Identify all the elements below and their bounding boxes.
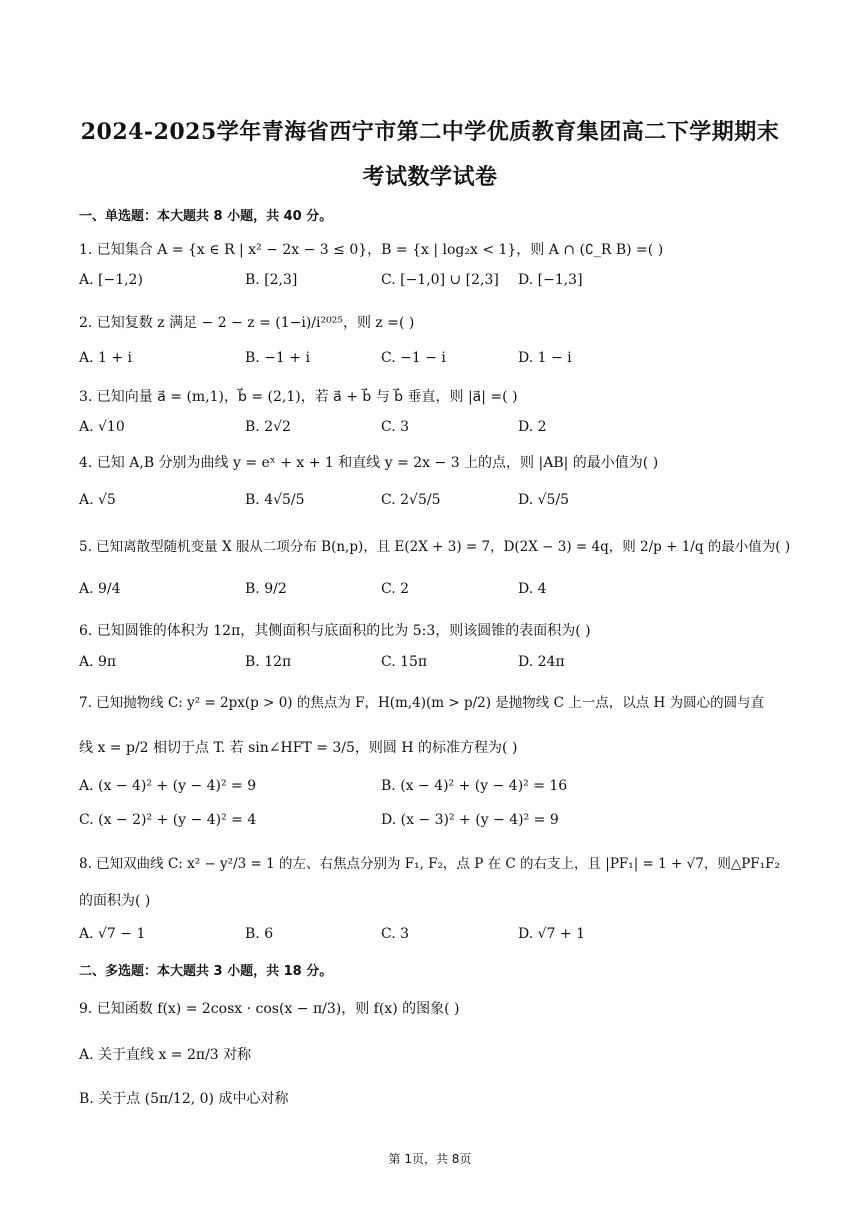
q6-option-a: A. 9π (79, 654, 117, 670)
question-3-text: 3. 已知向量 a⃗ = (m,1)，b⃗ = (2,1)，若 a⃗ + b⃗ 与 b⃗ 垂直，则 |a⃗| =( ) (79, 389, 518, 405)
question-5-text: 5. 已知离散型随机变量 X 服从二项分布 B(n,p)，且 E(2X + 3) = 7，D(2X − 3) = 4q，则 2/p + 1/q 的最小值为( ) (79, 539, 791, 555)
q4-option-c: C. 2√5/5 (381, 492, 441, 508)
q5-option-c: C. 2 (381, 581, 410, 597)
section-heading-single-choice: 一、单选题：本大题共 8 小题，共 40 分。 (79, 209, 333, 224)
q4-option-a: A. √5 (79, 492, 116, 508)
q5-option-b: B. 9/2 (245, 581, 287, 597)
q7-option-d: D. (x − 3)² + (y − 4)² = 9 (381, 812, 559, 828)
q9-option-a: A. 关于直线 x = 2π/3 对称 (79, 1047, 252, 1063)
question-7-text-continued: 线 x = p/2 相切于点 T. 若 sin∠HFT = 3/5，则圆 H 的标准方程为( ) (79, 740, 518, 756)
q2-option-d: D. 1 − i (518, 350, 572, 366)
q7-option-c: C. (x − 2)² + (y − 4)² = 4 (79, 812, 257, 828)
q2-option-c: C. −1 − i (381, 350, 446, 366)
q1-option-d: D. [−1,3] (518, 272, 583, 288)
q7-option-b: B. (x − 4)² + (y − 4)² = 16 (381, 778, 568, 794)
q8-option-b: B. 6 (245, 926, 274, 942)
question-9-text: 9. 已知函数 f(x) = 2cosx · cos(x − π/3)，则 f(x) 的图象( ) (79, 1001, 460, 1017)
q5-option-d: D. 4 (518, 581, 547, 597)
question-6-text: 6. 已知圆锥的体积为 12π，其侧面积与底面积的比为 5:3，则该圆锥的表面积为( ) (79, 623, 591, 639)
q6-option-b: B. 12π (245, 654, 292, 670)
q2-option-b: B. −1 + i (245, 350, 310, 366)
q3-option-d: D. 2 (518, 419, 547, 435)
q5-option-a: A. 9/4 (79, 581, 121, 597)
q8-option-a: A. √7 − 1 (79, 926, 146, 942)
q4-option-b: B. 4√5/5 (245, 492, 305, 508)
q8-option-c: C. 3 (381, 926, 410, 942)
question-4-text: 4. 已知 A,B 分别为曲线 y = eˣ + x + 1 和直线 y = 2x − 3 上的点，则 |AB| 的最小值为( ) (79, 455, 659, 471)
q6-option-c: C. 15π (381, 654, 428, 670)
exam-title-line1: 2024-2025学年青海省西宁市第二中学优质教育集团高二下学期期末 (80, 119, 780, 145)
q6-option-d: D. 24π (518, 654, 565, 670)
q8-option-d: D. √7 + 1 (518, 926, 585, 942)
question-7-text: 7. 已知抛物线 C: y² = 2px(p > 0) 的焦点为 F，H(m,4)(m > p/2) 是抛物线 C 上一点，以点 H 为圆心的圆与直 (79, 695, 765, 711)
question-2-text: 2. 已知复数 z 满足 − 2 − z = (1−i)/i²⁰²⁵，则 z =( ) (79, 315, 415, 331)
q4-option-d: D. √5/5 (518, 492, 570, 508)
q1-option-a: A. [−1,2) (79, 272, 143, 288)
question-8-text: 8. 已知双曲线 C: x² − y²/3 = 1 的左、右焦点分别为 F₁, F₂，点 P 在 C 的右支上，且 |PF₁| = 1 + √7，则△PF₁F₂ (79, 856, 780, 872)
q2-option-a: A. 1 + i (79, 350, 133, 366)
q1-option-c: C. [−1,0] ∪ [2,3] (381, 272, 499, 288)
q7-option-a: A. (x − 4)² + (y − 4)² = 9 (79, 778, 257, 794)
exam-title-line2: 考试数学试卷 (362, 164, 498, 190)
q3-option-c: C. 3 (381, 419, 410, 435)
page-footer: 第 1页，共 8页 (388, 1152, 472, 1166)
question-8-text-continued: 的面积为( ) (79, 893, 151, 909)
q3-option-b: B. 2√2 (245, 419, 291, 435)
question-1-text: 1. 已知集合 A = {x ∈ R | x² − 2x − 3 ≤ 0}，B = {x | log₂x < 1}，则 A ∩ (∁_R B) =( ) (79, 242, 664, 258)
q9-option-b: B. 关于点 (5π/12, 0) 成中心对称 (79, 1091, 289, 1107)
q3-option-a: A. √10 (79, 419, 125, 435)
q1-option-b: B. [2,3] (245, 272, 298, 288)
section-heading-multiple-choice: 二、多选题：本大题共 3 小题，共 18 分。 (79, 964, 333, 979)
